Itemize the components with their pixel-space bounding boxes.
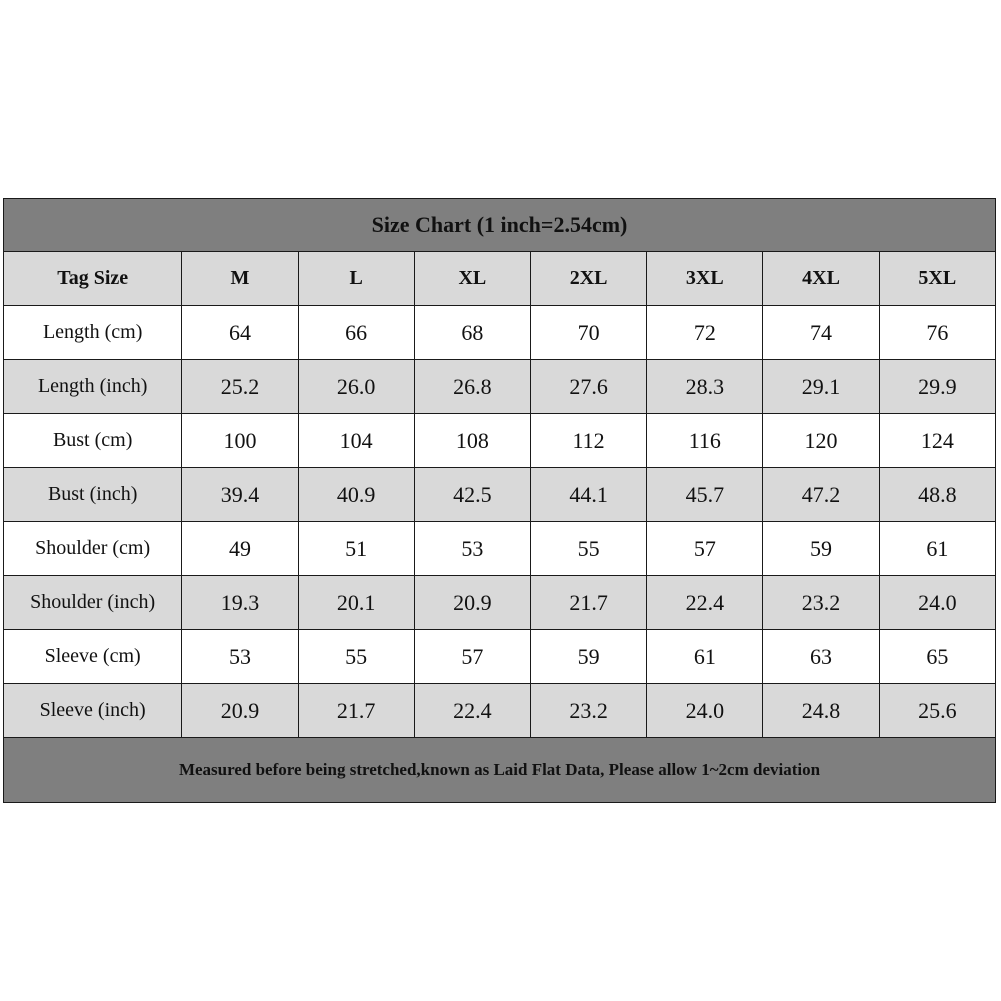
- table-cell: 28.3: [647, 360, 763, 414]
- size-header-3xl: 3XL: [647, 252, 763, 306]
- table-cell: 76: [879, 306, 995, 360]
- size-chart-table: [3, 198, 996, 803]
- size-header-xl: XL: [414, 252, 530, 306]
- table-cell: 21.7: [298, 684, 414, 738]
- row-label: Shoulder (cm): [4, 522, 182, 576]
- table-body: [4, 306, 996, 738]
- table-row: [4, 414, 996, 468]
- table-cell: 19.3: [182, 576, 298, 630]
- table-cell: 23.2: [763, 576, 879, 630]
- row-label: Bust (cm): [4, 414, 182, 468]
- footer-note: Measured before being stretched,known as Laid Flat Data, Please allow 1~2cm deviation: [4, 738, 996, 803]
- footer-row: [4, 738, 996, 803]
- size-header-l: L: [298, 252, 414, 306]
- table-cell: 21.7: [530, 576, 646, 630]
- table-cell: 51: [298, 522, 414, 576]
- size-header-m: M: [182, 252, 298, 306]
- table-cell: 39.4: [182, 468, 298, 522]
- table-cell: 40.9: [298, 468, 414, 522]
- table-row: [4, 522, 996, 576]
- table-cell: 59: [763, 522, 879, 576]
- table-cell: 22.4: [414, 684, 530, 738]
- size-header-5xl: 5XL: [879, 252, 995, 306]
- row-label: Bust (inch): [4, 468, 182, 522]
- table-cell: 49: [182, 522, 298, 576]
- chart-title: Size Chart (1 inch=2.54cm): [4, 199, 996, 252]
- table-row: [4, 576, 996, 630]
- table-cell: 26.8: [414, 360, 530, 414]
- table-cell: 100: [182, 414, 298, 468]
- table-cell: 61: [879, 522, 995, 576]
- row-label: Sleeve (cm): [4, 630, 182, 684]
- table-cell: 48.8: [879, 468, 995, 522]
- table-cell: 22.4: [647, 576, 763, 630]
- table-row: [4, 684, 996, 738]
- size-header-4xl: 4XL: [763, 252, 879, 306]
- table-cell: 53: [414, 522, 530, 576]
- table-cell: 23.2: [530, 684, 646, 738]
- table-cell: 20.1: [298, 576, 414, 630]
- table-cell: 42.5: [414, 468, 530, 522]
- table-cell: 68: [414, 306, 530, 360]
- table-row: [4, 630, 996, 684]
- table-cell: 63: [763, 630, 879, 684]
- table-cell: 57: [647, 522, 763, 576]
- table-cell: 66: [298, 306, 414, 360]
- table-cell: 74: [763, 306, 879, 360]
- table-cell: 24.0: [879, 576, 995, 630]
- table-row: [4, 468, 996, 522]
- row-label: Length (inch): [4, 360, 182, 414]
- tag-size-header: Tag Size: [4, 252, 182, 306]
- table-cell: 47.2: [763, 468, 879, 522]
- table-cell: 64: [182, 306, 298, 360]
- table-cell: 44.1: [530, 468, 646, 522]
- title-row: [4, 199, 996, 252]
- row-label: Sleeve (inch): [4, 684, 182, 738]
- table-cell: 20.9: [182, 684, 298, 738]
- row-label: Shoulder (inch): [4, 576, 182, 630]
- size-header-2xl: 2XL: [530, 252, 646, 306]
- table-row: [4, 306, 996, 360]
- table-cell: 25.6: [879, 684, 995, 738]
- table-cell: 124: [879, 414, 995, 468]
- table-cell: 20.9: [414, 576, 530, 630]
- table-cell: 116: [647, 414, 763, 468]
- table-row: [4, 360, 996, 414]
- table-cell: 26.0: [298, 360, 414, 414]
- row-label: Length (cm): [4, 306, 182, 360]
- table-cell: 112: [530, 414, 646, 468]
- table-cell: 53: [182, 630, 298, 684]
- table-cell: 25.2: [182, 360, 298, 414]
- table-cell: 27.6: [530, 360, 646, 414]
- table-cell: 104: [298, 414, 414, 468]
- table-cell: 108: [414, 414, 530, 468]
- table-cell: 72: [647, 306, 763, 360]
- table-cell: 29.1: [763, 360, 879, 414]
- table-cell: 24.8: [763, 684, 879, 738]
- table-cell: 65: [879, 630, 995, 684]
- table-cell: 55: [298, 630, 414, 684]
- table-cell: 120: [763, 414, 879, 468]
- table-cell: 29.9: [879, 360, 995, 414]
- header-row: [4, 252, 996, 306]
- table-cell: 61: [647, 630, 763, 684]
- table-cell: 57: [414, 630, 530, 684]
- table-cell: 70: [530, 306, 646, 360]
- table-cell: 55: [530, 522, 646, 576]
- table-cell: 24.0: [647, 684, 763, 738]
- table-cell: 45.7: [647, 468, 763, 522]
- table-cell: 59: [530, 630, 646, 684]
